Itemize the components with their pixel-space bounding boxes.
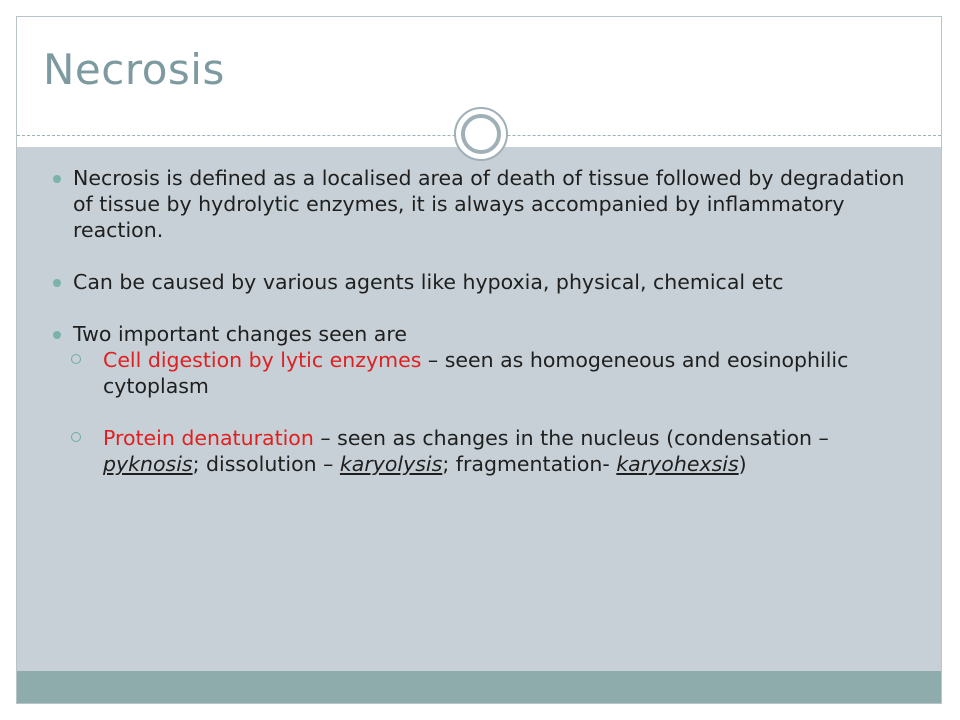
sub-bullet-list [53,347,923,477]
term-karyohexsis: karyohexsis [616,452,739,476]
bullet-item [53,269,923,295]
hollow-circle-bullet-icon [71,432,81,442]
hollow-circle-bullet-icon [71,354,81,364]
slide-title: Necrosis [43,45,225,94]
sub-bullet-item [53,425,923,477]
footer-band [17,671,941,704]
bullet-dot-icon [53,175,61,183]
sub-bullet-text: – seen as homogeneous and eosinophilic cytoplasm [103,348,849,398]
sub-bullet-text: ) [738,452,747,476]
term-pyknosis: pyknosis [103,452,193,476]
sub-bullet-text: ; dissolution – [192,452,340,476]
sub-bullet-item [53,347,923,399]
circle-ornament-icon [454,107,508,161]
bullet-text: Can be caused by various agents like hypoxia, physical, chemical etc [73,270,784,294]
sub-bullet-highlight: Cell digestion by lytic enzymes [103,348,422,372]
sub-bullet-text: ; fragmentation- [442,452,617,476]
bullet-dot-icon [53,279,61,287]
sub-bullet-text: – seen as changes in the nucleus (condensation – [313,426,829,450]
bullet-list [53,165,923,503]
bullet-text: Two important changes seen are [73,322,407,346]
slide [16,16,942,704]
bullet-dot-icon [53,331,61,339]
bullet-item [53,165,923,243]
sub-bullet-highlight: Protein denaturation [103,426,314,450]
bullet-item [53,321,923,477]
bullet-text: Necrosis is defined as a localised area of death of tissue followed by degradation of tissue by hydrolytic enzymes, it is always accompanied by inflammatory reaction. [73,166,905,242]
term-karyolysis: karyolysis [339,452,443,476]
circle-ornament-inner [461,114,501,154]
